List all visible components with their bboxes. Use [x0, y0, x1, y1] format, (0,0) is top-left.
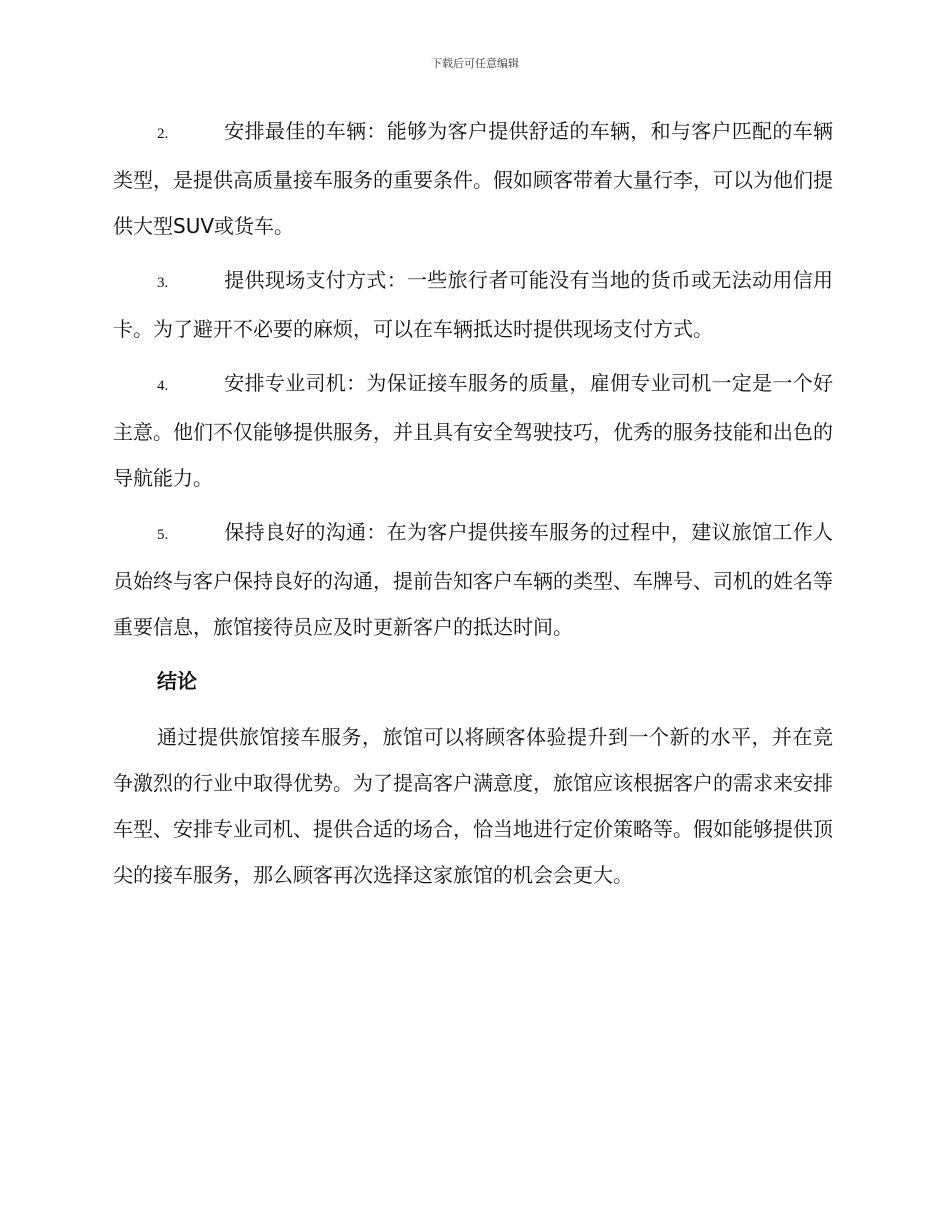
list-item-number: 4.: [157, 378, 169, 394]
list-item: [113, 509, 833, 650]
section-heading: 结论: [157, 669, 197, 693]
list-item-text: 安排最佳的车辆：能够为客户提供舒适的车辆，和与客户匹配的车辆类型，是提供高质量接车服务的重要条件。假如顾客带着大量行李，可以为他们提供大型SUV或货车。: [113, 119, 833, 238]
list-item: [113, 360, 833, 501]
page-header: 下载后可任意编辑: [431, 57, 519, 70]
list-item: [113, 108, 833, 249]
list-item-text: 安排专业司机：为保证接车服务的质量，雇佣专业司机一定是一个好主意。他们不仅能够提供服务，并且具有安全驾驶技巧，优秀的服务技能和出色的导航能力。: [113, 371, 833, 490]
document-body: [113, 108, 833, 898]
list-item-number: 3.: [157, 275, 169, 291]
list-item-text: 提供现场支付方式：一些旅行者可能没有当地的货币或无法动用信用卡。为了避开不必要的麻烦，可以在车辆抵达时提供现场支付方式。: [113, 268, 833, 341]
list-item-number: 2.: [157, 126, 169, 142]
list-item: [113, 257, 833, 352]
list-item-number: 5.: [157, 527, 169, 543]
conclusion-paragraph: 通过提供旅馆接车服务，旅馆可以将顾客体验提升到一个新的水平，并在竞争激烈的行业中取得优势。为了提高客户满意度，旅馆应该根据客户的需求来安排车型、安排专业司机、提供合适的场合，恰当地进行定价策略等。假如能够提供顶尖的接车服务，那么顾客再次选择这家旅馆的机会会更大。: [113, 725, 833, 887]
list-item-text: 保持良好的沟通：在为客户提供接车服务的过程中，建议旅馆工作人员始终与客户保持良好的沟通，提前告知客户车辆的类型、车牌号、司机的姓名等重要信息，旅馆接待员应及时更新客户的抵达时间。: [113, 520, 833, 639]
